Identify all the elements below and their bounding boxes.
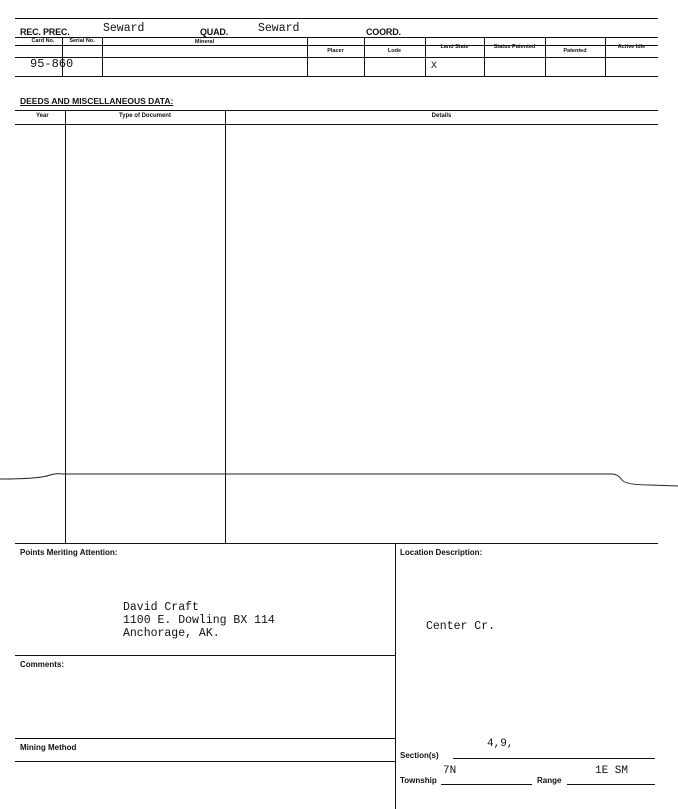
rec-prec-value: Seward xyxy=(103,22,145,35)
col-status-patented: Status Patented xyxy=(493,44,536,50)
col-year: Year xyxy=(36,113,49,119)
mining-method-label: Mining Method xyxy=(20,743,77,752)
rec-prec-label: REC. PREC. xyxy=(20,27,70,37)
township-label: Township xyxy=(400,776,437,785)
location-description-value: Center Cr. xyxy=(426,620,496,633)
township-value: 7N xyxy=(443,765,457,777)
col-details: Details xyxy=(431,113,452,119)
points-line-1: David Craft xyxy=(123,601,199,614)
col-lode: Lode xyxy=(387,48,402,54)
paper-fold-line xyxy=(0,462,678,492)
quad-label: QUAD. xyxy=(200,27,228,37)
section-value: 4,9, xyxy=(487,738,514,750)
range-label: Range xyxy=(537,776,562,785)
col-mineral: Mineral xyxy=(194,39,215,45)
coord-label: COORD. xyxy=(366,27,401,37)
col-patented: Patented xyxy=(563,48,587,54)
col-type-of-document: Type of Document xyxy=(119,113,171,119)
col-placer: Placer xyxy=(327,48,344,54)
points-line-2: 1100 E. Dowling BX 114 xyxy=(123,614,275,627)
card-number: 95-860 xyxy=(30,57,74,71)
comments-label: Comments: xyxy=(20,660,65,669)
location-description-label: Location Description: xyxy=(400,548,483,557)
range-value: 1E SM xyxy=(595,765,629,777)
col-land-state: Land State xyxy=(440,44,469,50)
points-line-3: Anchorage, AK. xyxy=(123,627,220,640)
quad-value: Seward xyxy=(258,22,300,35)
land-state-mark: X xyxy=(431,61,438,72)
section-label: Section(s) xyxy=(400,751,439,760)
col-active: Active Idle xyxy=(617,44,646,50)
points-meriting-attention-label: Points Meriting Attention: xyxy=(20,548,118,557)
deeds-section-title: DEEDS AND MISCELLANEOUS DATA: xyxy=(20,96,174,106)
col-card-no: Card No. xyxy=(31,38,55,44)
col-serial-no: Serial No. xyxy=(69,38,95,44)
